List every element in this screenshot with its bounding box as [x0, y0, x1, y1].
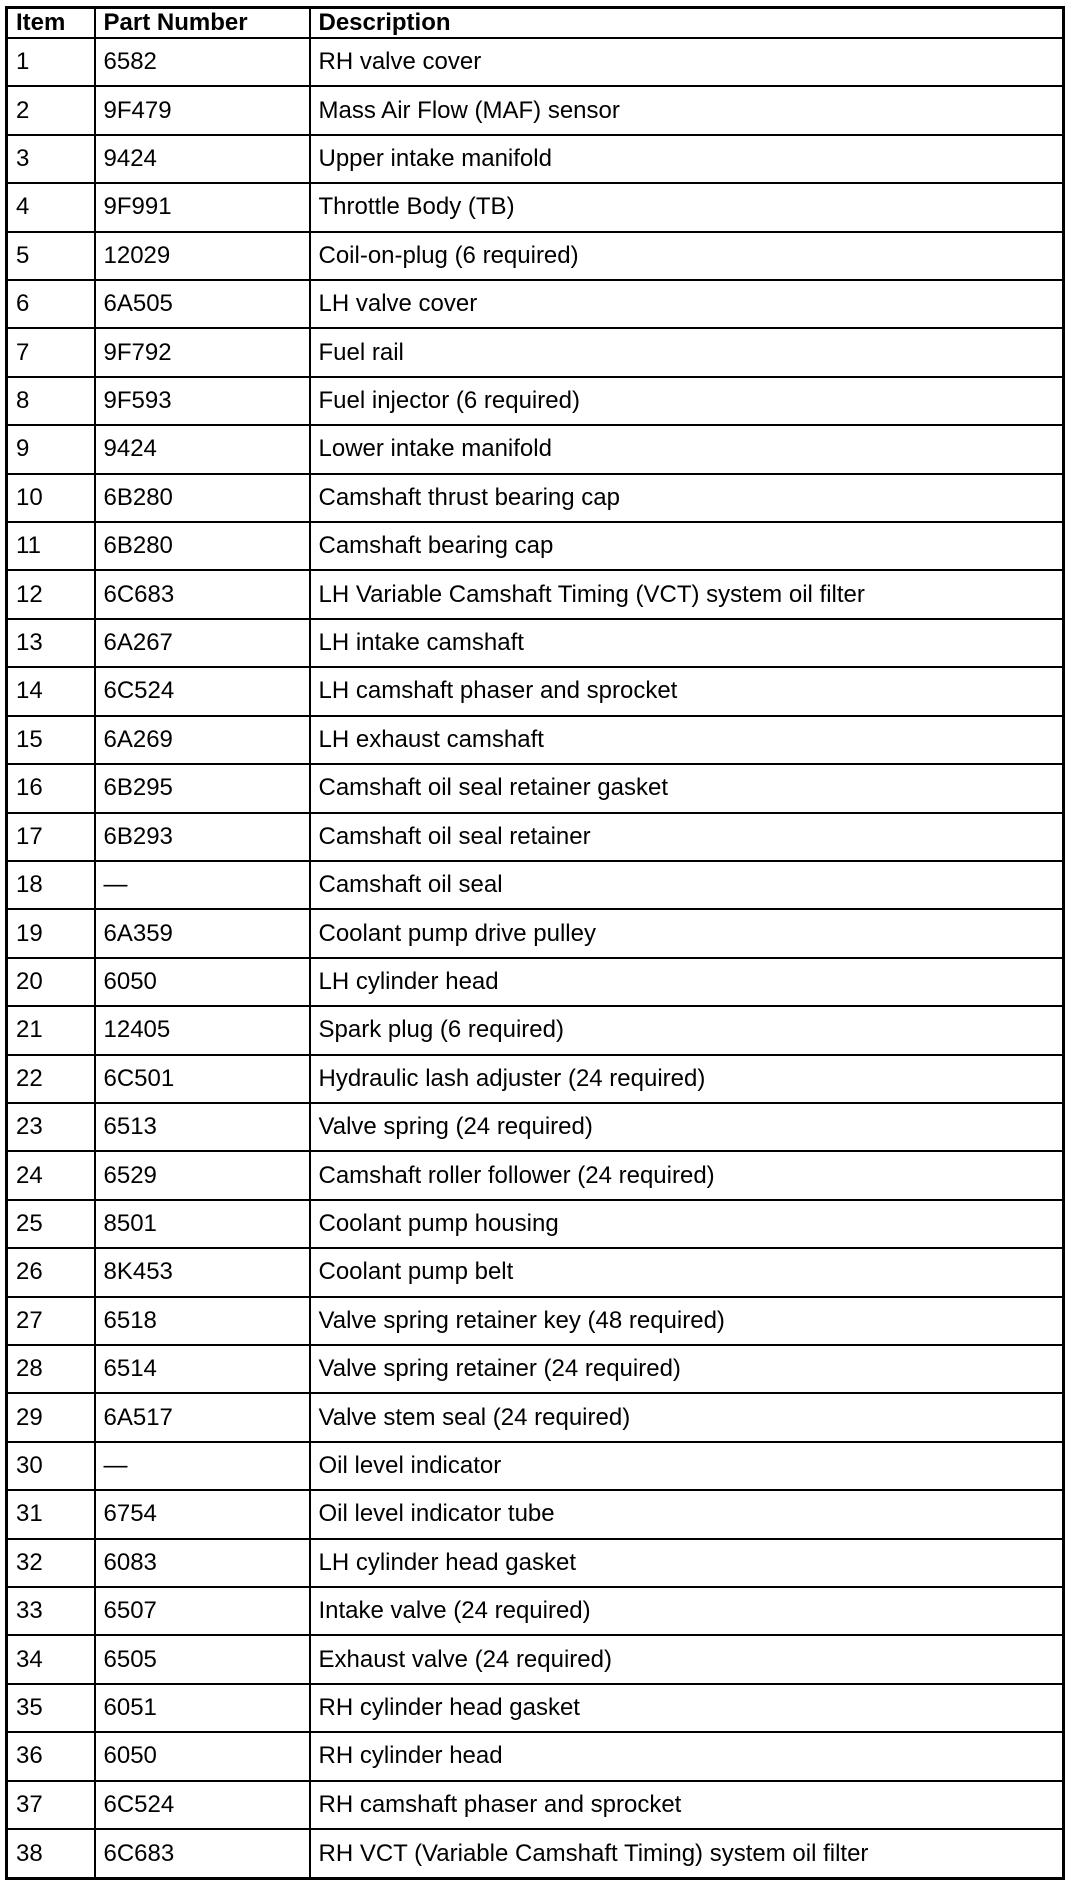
- part-number-cell: 6754: [95, 1490, 310, 1538]
- item-cell: 11: [7, 522, 95, 570]
- item-cell: 29: [7, 1393, 95, 1441]
- item-cell: 15: [7, 716, 95, 764]
- description-cell: Lower intake manifold: [310, 425, 1064, 473]
- item-cell: 8: [7, 377, 95, 425]
- description-cell: LH valve cover: [310, 280, 1064, 328]
- table-row: [7, 183, 1064, 231]
- description-cell: Camshaft bearing cap: [310, 522, 1064, 570]
- description-cell: Intake valve (24 required): [310, 1587, 1064, 1635]
- description-cell: Camshaft oil seal: [310, 861, 1064, 909]
- item-cell: 9: [7, 425, 95, 473]
- table-row: [7, 280, 1064, 328]
- part-number-cell: 6A359: [95, 909, 310, 957]
- part-number-cell: 12029: [95, 232, 310, 280]
- table-row: [7, 667, 1064, 715]
- table-row: [7, 1781, 1064, 1829]
- description-cell: RH VCT (Variable Camshaft Timing) system oil filter: [310, 1829, 1064, 1878]
- table-row: [7, 474, 1064, 522]
- item-cell: 34: [7, 1635, 95, 1683]
- header-part-number: Part Number: [95, 8, 310, 39]
- table-row: [7, 232, 1064, 280]
- item-cell: 23: [7, 1103, 95, 1151]
- part-number-cell: 6B295: [95, 764, 310, 812]
- item-cell: 3: [7, 135, 95, 183]
- part-number-cell: 9424: [95, 425, 310, 473]
- item-cell: 2: [7, 86, 95, 134]
- table-row: [7, 958, 1064, 1006]
- table-row: [7, 1635, 1064, 1683]
- part-number-cell: —: [95, 861, 310, 909]
- table-row: [7, 86, 1064, 134]
- table-row: [7, 1442, 1064, 1490]
- description-cell: Fuel injector (6 required): [310, 377, 1064, 425]
- item-cell: 26: [7, 1248, 95, 1296]
- item-cell: 19: [7, 909, 95, 957]
- description-cell: RH cylinder head gasket: [310, 1684, 1064, 1732]
- part-number-cell: 6A505: [95, 280, 310, 328]
- part-number-cell: 6514: [95, 1345, 310, 1393]
- item-cell: 27: [7, 1297, 95, 1345]
- item-cell: 7: [7, 328, 95, 376]
- part-number-cell: 6513: [95, 1103, 310, 1151]
- description-cell: LH camshaft phaser and sprocket: [310, 667, 1064, 715]
- item-cell: 17: [7, 813, 95, 861]
- description-cell: LH intake camshaft: [310, 619, 1064, 667]
- table-header-row: [7, 8, 1064, 39]
- table-row: [7, 1393, 1064, 1441]
- description-cell: Coolant pump housing: [310, 1200, 1064, 1248]
- item-cell: 4: [7, 183, 95, 231]
- part-number-cell: 9F593: [95, 377, 310, 425]
- table-row: [7, 1684, 1064, 1732]
- description-cell: LH Variable Camshaft Timing (VCT) system oil filter: [310, 570, 1064, 618]
- table-row: [7, 1151, 1064, 1199]
- description-cell: RH valve cover: [310, 38, 1064, 86]
- item-cell: 13: [7, 619, 95, 667]
- part-number-cell: 6C524: [95, 667, 310, 715]
- table-row: [7, 1587, 1064, 1635]
- part-number-cell: 8K453: [95, 1248, 310, 1296]
- part-number-cell: 9424: [95, 135, 310, 183]
- item-cell: 5: [7, 232, 95, 280]
- part-number-cell: 6B280: [95, 474, 310, 522]
- description-cell: Camshaft oil seal retainer gasket: [310, 764, 1064, 812]
- part-number-cell: 6C524: [95, 1781, 310, 1829]
- table-row: [7, 1732, 1064, 1780]
- table-row: [7, 522, 1064, 570]
- description-cell: Oil level indicator tube: [310, 1490, 1064, 1538]
- part-number-cell: 9F792: [95, 328, 310, 376]
- item-cell: 24: [7, 1151, 95, 1199]
- item-cell: 31: [7, 1490, 95, 1538]
- description-cell: Valve spring retainer (24 required): [310, 1345, 1064, 1393]
- description-cell: Valve spring (24 required): [310, 1103, 1064, 1151]
- item-cell: 25: [7, 1200, 95, 1248]
- table-row: [7, 861, 1064, 909]
- description-cell: Mass Air Flow (MAF) sensor: [310, 86, 1064, 134]
- part-number-cell: —: [95, 1442, 310, 1490]
- table-row: [7, 1103, 1064, 1151]
- table-row: [7, 1055, 1064, 1103]
- table-row: [7, 619, 1064, 667]
- part-number-cell: 6050: [95, 1732, 310, 1780]
- description-cell: Coolant pump belt: [310, 1248, 1064, 1296]
- table-row: [7, 135, 1064, 183]
- table-row: [7, 570, 1064, 618]
- item-cell: 22: [7, 1055, 95, 1103]
- part-number-cell: 6582: [95, 38, 310, 86]
- part-number-cell: 6B293: [95, 813, 310, 861]
- description-cell: LH exhaust camshaft: [310, 716, 1064, 764]
- table-row: [7, 1345, 1064, 1393]
- parts-table: [5, 6, 1065, 1880]
- table-row: [7, 1829, 1064, 1878]
- table-row: [7, 1297, 1064, 1345]
- description-cell: Valve spring retainer key (48 required): [310, 1297, 1064, 1345]
- description-cell: Fuel rail: [310, 328, 1064, 376]
- description-cell: LH cylinder head gasket: [310, 1539, 1064, 1587]
- part-number-cell: 9F479: [95, 86, 310, 134]
- item-cell: 28: [7, 1345, 95, 1393]
- part-number-cell: 6C683: [95, 1829, 310, 1878]
- item-cell: 16: [7, 764, 95, 812]
- table-body: [7, 38, 1064, 1879]
- item-cell: 10: [7, 474, 95, 522]
- part-number-cell: 6505: [95, 1635, 310, 1683]
- part-number-cell: 6B280: [95, 522, 310, 570]
- item-cell: 1: [7, 38, 95, 86]
- item-cell: 21: [7, 1006, 95, 1054]
- description-cell: Exhaust valve (24 required): [310, 1635, 1064, 1683]
- table-row: [7, 1200, 1064, 1248]
- item-cell: 33: [7, 1587, 95, 1635]
- description-cell: Coolant pump drive pulley: [310, 909, 1064, 957]
- description-cell: Throttle Body (TB): [310, 183, 1064, 231]
- description-cell: Camshaft roller follower (24 required): [310, 1151, 1064, 1199]
- part-number-cell: 6050: [95, 958, 310, 1006]
- part-number-cell: 6507: [95, 1587, 310, 1635]
- item-cell: 32: [7, 1539, 95, 1587]
- part-number-cell: 6529: [95, 1151, 310, 1199]
- header-item: Item: [7, 8, 95, 39]
- description-cell: LH cylinder head: [310, 958, 1064, 1006]
- part-number-cell: 6083: [95, 1539, 310, 1587]
- item-cell: 14: [7, 667, 95, 715]
- item-cell: 6: [7, 280, 95, 328]
- description-cell: Camshaft thrust bearing cap: [310, 474, 1064, 522]
- item-cell: 37: [7, 1781, 95, 1829]
- table-row: [7, 716, 1064, 764]
- item-cell: 36: [7, 1732, 95, 1780]
- table-row: [7, 1248, 1064, 1296]
- description-cell: Spark plug (6 required): [310, 1006, 1064, 1054]
- item-cell: 38: [7, 1829, 95, 1878]
- part-number-cell: 6A267: [95, 619, 310, 667]
- description-cell: RH cylinder head: [310, 1732, 1064, 1780]
- description-cell: Valve stem seal (24 required): [310, 1393, 1064, 1441]
- table-row: [7, 328, 1064, 376]
- table-row: [7, 764, 1064, 812]
- table-row: [7, 425, 1064, 473]
- table-row: [7, 1490, 1064, 1538]
- table-row: [7, 1539, 1064, 1587]
- description-cell: Hydraulic lash adjuster (24 required): [310, 1055, 1064, 1103]
- description-cell: Oil level indicator: [310, 1442, 1064, 1490]
- part-number-cell: 8501: [95, 1200, 310, 1248]
- part-number-cell: 6A269: [95, 716, 310, 764]
- item-cell: 12: [7, 570, 95, 618]
- part-number-cell: 6518: [95, 1297, 310, 1345]
- part-number-cell: 6C501: [95, 1055, 310, 1103]
- part-number-cell: 12405: [95, 1006, 310, 1054]
- part-number-cell: 6C683: [95, 570, 310, 618]
- item-cell: 20: [7, 958, 95, 1006]
- header-description: Description: [310, 8, 1064, 39]
- table-row: [7, 909, 1064, 957]
- description-cell: Coil-on-plug (6 required): [310, 232, 1064, 280]
- item-cell: 35: [7, 1684, 95, 1732]
- part-number-cell: 6A517: [95, 1393, 310, 1441]
- part-number-cell: 9F991: [95, 183, 310, 231]
- table-row: [7, 377, 1064, 425]
- item-cell: 18: [7, 861, 95, 909]
- table-row: [7, 38, 1064, 86]
- description-cell: RH camshaft phaser and sprocket: [310, 1781, 1064, 1829]
- description-cell: Camshaft oil seal retainer: [310, 813, 1064, 861]
- part-number-cell: 6051: [95, 1684, 310, 1732]
- item-cell: 30: [7, 1442, 95, 1490]
- table-row: [7, 813, 1064, 861]
- description-cell: Upper intake manifold: [310, 135, 1064, 183]
- table-row: [7, 1006, 1064, 1054]
